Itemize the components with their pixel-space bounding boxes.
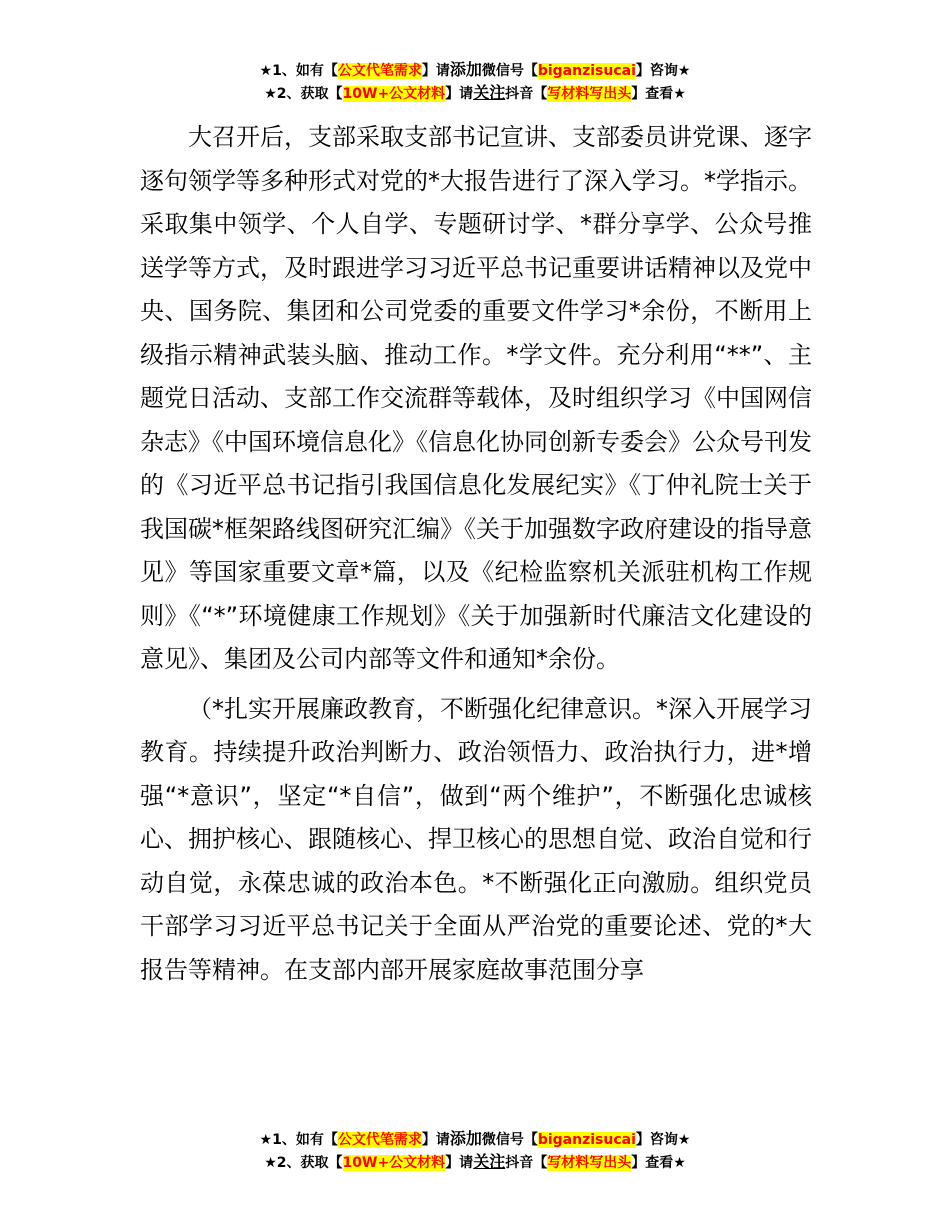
footer-line-1-mid1: 】请	[421, 1132, 450, 1148]
body-paragraph-2: （*扎实开展廉政教育，不断强化纪律意识。*深入开展学习教育。持续提升政治判断力、政治领悟力、政治执行力，进*增强“*意识”，坚定“*自信”，做到“两个维护”，不断强化忠诚核心、拥护核心、跟随核心、捍卫核心的思想自觉、政治自觉和行动自觉，永葆忠诚的政治本色。*不断强化正向激励。组织党员干部学习习近平总书记关于全面从严治党的重要论述、党的*大报告等精神。在支部内部开展家庭故事范围分享	[140, 694, 812, 984]
header-line-2	[0, 82, 950, 105]
body-paragraph-1: 大召开后，支部采取支部书记宣讲、支部委员讲党课、逐字逐句领学等多种形式对党的*大报告进行了深入学习。*学指示。采取集中领学、个人自学、专题研讨学、*群分享学、公众号推送学等方式，及时跟进学习习近平总书记重要讲话精神以及党中央、国务院、集团和公司党委的重要文件学习*余份，不断用上级指示精神武装头脑、推动工作。*学文件。充分利用“**”、主题党日活动、支部工作交流群等载体，及时组织学习《中国网信杂志》《中国环境信息化》《信息化协同创新专委会》公众号刊发的《习近平总书记指引我国信息化发展纪实》《丁仲礼院士关于我国碳*框架路线图研究汇编》《关于加强数字政府建设的指导意见》等国家重要文章*篇，以及《纪检监察机关派驻机构工作规则》《“*”环境健康工作规划》《关于加强新时代廉洁文化建设的意见》、集团及公司内部等文件和通知*余份。	[140, 123, 812, 673]
footer-line-1-prefix: ★1、如有【	[259, 1132, 338, 1148]
header-line-2-highlight-materials: 10W+公文材料	[342, 86, 446, 102]
header-line-1-emphasis: 添加	[449, 60, 482, 79]
header-line-1-highlight-service: 公文代笔需求	[337, 63, 422, 79]
footer-line-2-prefix: ★2、获取【	[264, 1155, 343, 1171]
footer-line-1-mid2: 微信号【	[481, 1132, 538, 1148]
footer-line-2	[0, 1151, 950, 1174]
header-line-1-mid2: 微信号【	[481, 63, 538, 79]
header-banner	[0, 59, 950, 105]
footer-line-1-emphasis: 添加	[449, 1129, 482, 1148]
header-line-1-prefix: ★1、如有【	[259, 63, 338, 79]
footer-line-2-suffix: 】查看★	[631, 1155, 686, 1171]
header-line-2-emphasis: 关注	[473, 83, 506, 102]
header-line-1-mid1: 】请	[421, 63, 450, 79]
footer-line-1-highlight-service: 公文代笔需求	[337, 1132, 422, 1148]
document-body	[140, 116, 812, 992]
header-line-2-suffix: 】查看★	[631, 86, 686, 102]
footer-line-1	[0, 1128, 950, 1151]
header-line-1-suffix: 】咨询★	[635, 63, 691, 79]
header-line-1	[0, 59, 950, 82]
header-line-2-prefix: ★2、获取【	[264, 86, 343, 102]
header-line-1-highlight-wechat-id: biganzisucai	[537, 63, 636, 79]
footer-line-2-mid2: 抖音【	[505, 1155, 548, 1171]
footer-line-2-highlight-douyin: 写材料写出头	[547, 1155, 632, 1171]
footer-line-2-emphasis: 关注	[473, 1152, 506, 1171]
header-line-2-highlight-douyin: 写材料写出头	[547, 86, 632, 102]
footer-line-1-suffix: 】咨询★	[635, 1132, 691, 1148]
header-line-2-mid1: 】请	[445, 86, 474, 102]
header-line-2-mid2: 抖音【	[505, 86, 548, 102]
footer-line-1-highlight-wechat-id: biganzisucai	[537, 1132, 636, 1148]
footer-line-2-highlight-materials: 10W+公文材料	[342, 1155, 446, 1171]
footer-line-2-mid1: 】请	[445, 1155, 474, 1171]
footer-banner	[0, 1128, 950, 1174]
